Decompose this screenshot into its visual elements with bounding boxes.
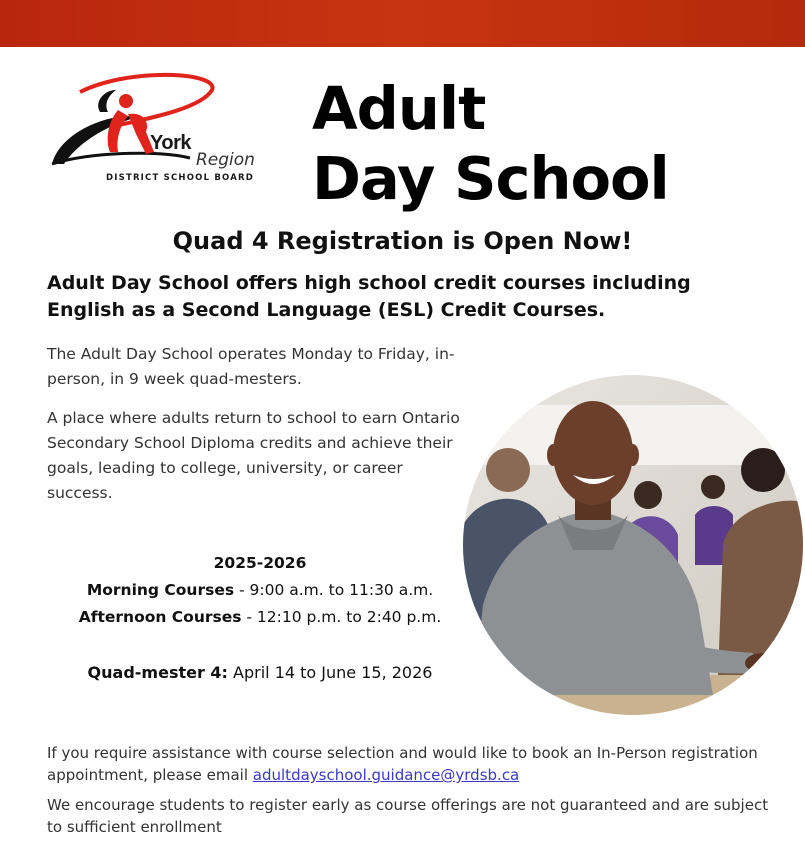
top-banner [0, 0, 805, 47]
afternoon-time: - 12:10 p.m. to 2:40 p.m. [241, 608, 442, 626]
yrdsb-logo [50, 72, 265, 187]
quad-dates: April 14 to June 15, 2026 [227, 663, 433, 682]
logo-york-text: York [150, 132, 191, 154]
schedule-year: 2025-2026 [213, 554, 307, 572]
registration-heading: Quad 4 Registration is Open Now! [172, 227, 633, 255]
assistance-paragraph [47, 742, 777, 786]
morning-time: - 9:00 a.m. to 11:30 a.m. [234, 581, 434, 599]
title-line-1: Adult [312, 74, 486, 143]
student-photo [463, 375, 803, 715]
quad-label: Quad-mester 4: [87, 663, 228, 682]
morning-label: Morning Courses [86, 581, 235, 599]
guidance-email-link[interactable]: adultdayschool.guidance@yrdsb.ca [252, 766, 520, 784]
afternoon-label: Afternoon Courses [78, 608, 242, 626]
assistance-text: If you require assistance with course selection and would like to book an In-Person registration appointment, please email [47, 744, 758, 784]
logo-region-text: Region [196, 150, 255, 170]
afternoon-courses-row [40, 604, 480, 631]
encourage-paragraph: We encourage students to register early as course offerings are not guaranteed and are subject to sufficient enrollment [47, 796, 769, 836]
title-line-2: Day School [312, 144, 669, 213]
logo-board-text: DISTRICT SCHOOL BOARD [106, 173, 254, 183]
intro-text: Adult Day School offers high school credit courses including English as a Second Language (ESL) Credit Courses. [47, 272, 691, 321]
page-title [312, 74, 669, 214]
morning-courses-row [40, 577, 480, 604]
operations-paragraph: The Adult Day School operates Monday to Friday, in-person, in 9 week quad-mesters. [47, 345, 455, 388]
quad-mester-dates [40, 663, 480, 682]
purpose-paragraph: A place where adults return to school to earn Ontario Secondary School Diploma credits and achieve their goals, leading to college, university, or career success. [47, 409, 460, 502]
course-schedule [40, 550, 480, 631]
